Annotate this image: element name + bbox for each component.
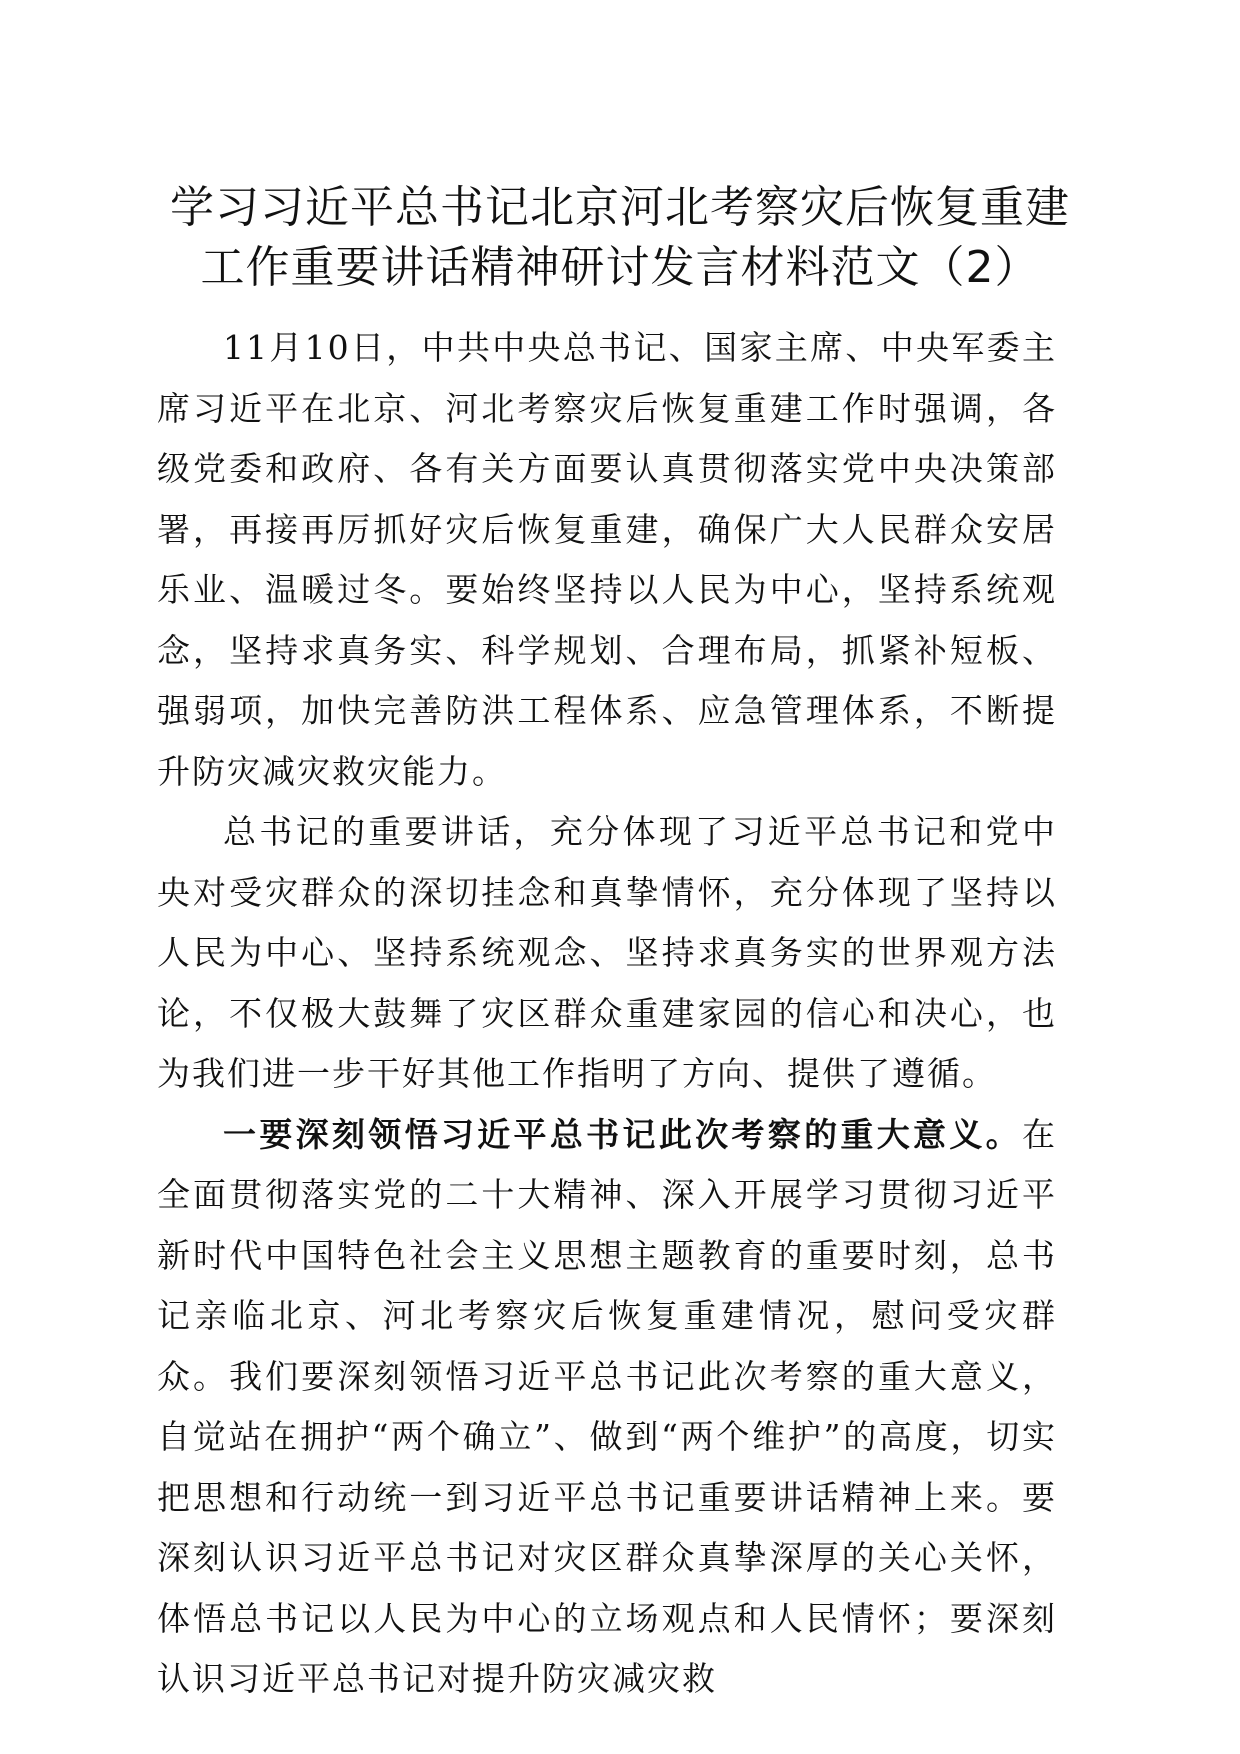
title-line-2: 工作重要讲话精神研讨发言材料范文（2） xyxy=(200,242,1040,293)
document-title xyxy=(150,178,1090,298)
title-line-1: 学习习近平总书记北京河北考察灾后恢复重建 xyxy=(170,182,1070,233)
paragraph-text: 在全面贯彻落实党的二十大精神、深入开展学习贯彻习近平新时代中国特色社会主义思想主题教育的重要时刻，总书记亲临北京、河北考察灾后恢复重建情况，慰问受灾群众。我们要深刻领悟习近平总书记此次考察的重大意义，自觉站在拥护“两个确立”、做到“两个维护”的高度，切实把思想和行动统一到习近平总书记重要讲话精神上来。要深刻认识习近平总书记对灾区群众真挚深厚的关心关怀，体悟总书记以人民为中心的立场观点和人民情怀；要深刻认识习近平总书记对提升防灾减灾救 xyxy=(157,1114,1057,1698)
document-body xyxy=(157,318,1057,1710)
paragraph xyxy=(157,1105,1057,1710)
paragraph xyxy=(157,802,1057,1105)
paragraph-text: 11月10日，中共中央总书记、国家主席、中央军委主席习近平在北京、河北考察灾后恢复重建工作时强调，各级党委和政府、各有关方面要认真贯彻落实党中央决策部署，再接再厉抓好灾后恢复重建，确保广大人民群众安居乐业、温暖过冬。要始终坚持以人民为中心，坚持系统观念，坚持求真务实、科学规划、合理布局，抓紧补短板、强弱项，加快完善防洪工程体系、应急管理体系，不断提升防灾减灾救灾能力。 xyxy=(157,328,1057,791)
paragraph-text: 总书记的重要讲话，充分体现了习近平总书记和党中央对受灾群众的深切挂念和真挚情怀，充分体现了坚持以人民为中心、坚持系统观念、坚持求真务实的世界观方法论，不仅极大鼓舞了灾区群众重建家园的信心和决心，也为我们进一步干好其他工作指明了方向、提供了遵循。 xyxy=(157,812,1057,1093)
paragraph xyxy=(157,318,1057,802)
paragraph-lead-heading: 一要深刻领悟习近平总书记此次考察的重大意义。 xyxy=(223,1114,1022,1154)
